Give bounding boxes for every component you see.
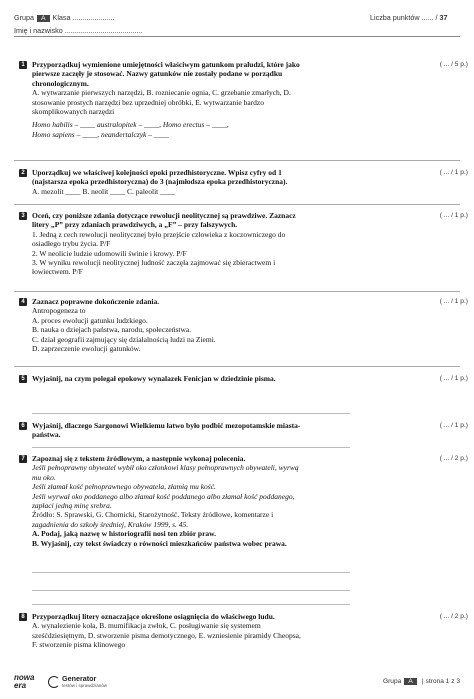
divider [14,366,460,367]
question-points: ( ... / 5 p.) [439,61,468,68]
question-text: Przyporządkuj litery oznaczające określone osiągnięcia do właściwego ludu. A. wynalezienie koła, B. mumifikacja zwłok, C. posługiwanie się systemem sześćdziesiętnym, D. stworzenie pisma demotycznego, E. wzniesienie piramidy Cheopsa, F. stworzenie pisma klinowego [32,612,301,650]
group-field [14,13,114,22]
question-text: Wyjaśnij, na czym polegał epokowy wynalazek Fenicjan w dziedzinie pisma. [32,374,276,383]
generator-logo [48,676,60,688]
question-points: ( ... / 2 p.) [439,455,468,462]
group-badge: A [404,678,417,685]
name-field: Imię i nazwisko ....................................... [14,26,143,35]
group-badge: A [37,15,50,22]
group-label: Grupa [14,13,34,22]
generator-text: Generator testów i sprawdzianów [62,674,108,688]
question-text: Zapoznaj się z tekstem źródłowym, a następnie wykonaj polecenia. Jeśli pełnoprawny obywatel wybił oko członkowi klasy pełnoprawnych obywateli, wyrwą mu oko. Jeśli złamał kość pełnoprawnego obywatela, złamią mu kość. Jeśli wyrwał oko poddanego albo złamał kość poddanego albo złamał kość poddanego, zapłaci jedną minę srebra. Źródło: S. Sprawski, G. Chomicki, Starożytność. Teksty źródłowe, komentarze i zagadnienia do szkoły średniej, Kraków 1999, s. 45. A. Podaj, jaką nazwę w historiografii nosi ten zbiór praw. B. Wyjaśnij, czy tekst świadczy o równości mieszkańców państwa wobec prawa. [32,454,299,548]
question-points: ( ... / 1 p.) [439,298,468,305]
question-text: Przyporządkuj wymienione umiejętności właściwym gatunkom praludzi, które jako pierwsze zaczęły je stosować. Nazwy gatunków nie zostały podane w porządku chronologicznym. A. wytwarzanie pierwszych narzędzi, B. rozniecanie ognia, C. grzebanie zmarłych, D. stosowanie prostych narzędzi bez uprzedniej obróbki, E. wytwarzanie bardzo skomplikowanych narzędzi Homo habilis – ____ australopitek – ____, Homo erectus – ____, Homo sapiens – ____, neandertalczyk – ____ [32,60,300,139]
question-number: 2 [19,169,27,177]
answer-line[interactable] [32,413,350,414]
page-number: strona 1 z 3 [425,678,460,685]
question-text: Wyjaśnij, dlaczego Sargonowi Wielkiemu łatwo było podbić mezopotamskie miasta- państwa. [32,421,301,440]
question-points: ( ... / 2 p.) [439,613,468,620]
points-field [370,13,448,22]
question-text: Zaznacz poprawne dokończenie zdania. Antropogeneza to A. proces ewolucji gatunku ludzkiego. B. nauka o dziejach państwa, narodu, społeczeństwa. C. dział geografii zajmujący się działalnością ludzi na Ziemi. D. zaprzeczenie ewolucji gatunków. [32,297,216,354]
nowa-era-logo: nowa era [14,673,35,690]
question-points: ( ... / 1 p.) [439,422,468,429]
answer-line[interactable] [32,572,350,573]
footer-page-info: Grupa A | strona 1 z 3 [382,678,460,685]
divider [14,204,460,205]
points-label: Liczba punktów ...... / [370,13,438,22]
question-points: ( ... / 1 p.) [439,169,468,176]
header-divider [14,36,460,37]
question-text: Oceń, czy poniższe zdania dotyczące rewolucji neolitycznej są prawdziwe. Zaznacz litery „P” przy zdaniach prawdziwych, a „F” – przy fałszywych. 1. Jedną z cech rewolucji neolitycznej było przejście człowieka z koczowniczego do osiadłego trybu życia. P/F 2. W neolicie ludzie udomowili świnie i krowy. P/F 3. W wyniku rewolucji neolitycznej ludność zaczęła zajmować się zbieractwem i łowiectwem. P/F [32,211,296,277]
question-text: Uporządkuj we właściwej kolejności epoki przedhistoryczne. Wpisz cyfry od 1 (najstarsza epoka przedhistoryczna) do 3 (najmłodsza epoka przedhistoryczna). A. mezolit ____ B. neolit ____ C. paleolit ____ [32,168,288,196]
footer [14,674,460,694]
question-number: 4 [19,298,27,306]
points-total: 37 [439,13,448,22]
answer-line[interactable] [32,590,350,591]
question-number: 6 [19,422,27,430]
divider [14,291,460,292]
question-number: 3 [19,212,27,220]
class-field: Klasa ..................... [52,13,115,22]
question-number: 7 [19,455,27,463]
answer-line[interactable] [32,447,350,448]
question-number: 5 [19,375,27,383]
question-points: ( ... / 1 p.) [439,375,468,382]
question-number: 8 [19,613,27,621]
question-points: ( ... / 1 p.) [439,212,468,219]
question-number: 1 [19,61,27,69]
divider [14,160,460,161]
answer-line[interactable] [32,604,350,605]
